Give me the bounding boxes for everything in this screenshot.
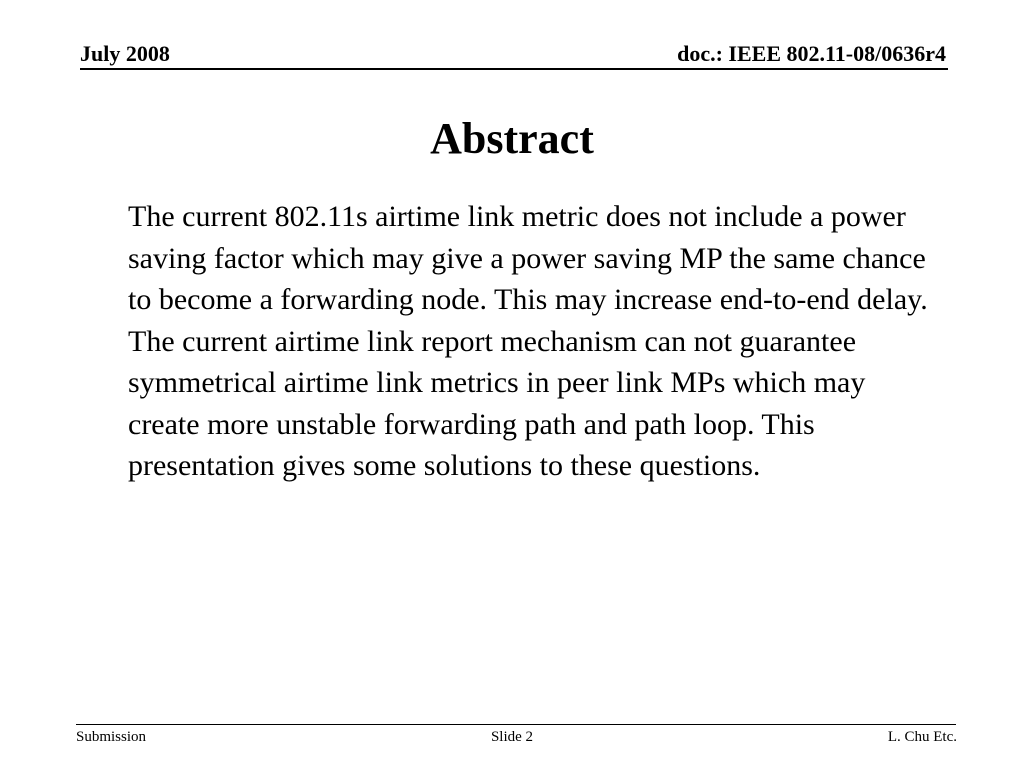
abstract-body: The current 802.11s airtime link metric does not include a power saving factor which may give a power saving MP the same chance to become a forwarding node. This may increase end-to-end delay. The current airtime link report mechanism can not guarantee symmetrical airtime link metrics in peer link MPs which may create more unstable forwarding path and path loop. This presentation gives some solutions to these questions. — [128, 200, 928, 482]
footer-slide-number: Slide 2 — [490, 729, 534, 745]
footer-author: L. Chu Etc. — [887, 729, 957, 745]
header-document-id: doc.: IEEE 802.11-08/0636r4 — [677, 41, 946, 66]
header-divider — [80, 68, 948, 70]
footer-divider — [76, 724, 956, 725]
header-date: July 2008 — [80, 41, 170, 66]
slide-title: Abstract — [430, 114, 594, 163]
footer-submission: Submission — [76, 729, 147, 745]
